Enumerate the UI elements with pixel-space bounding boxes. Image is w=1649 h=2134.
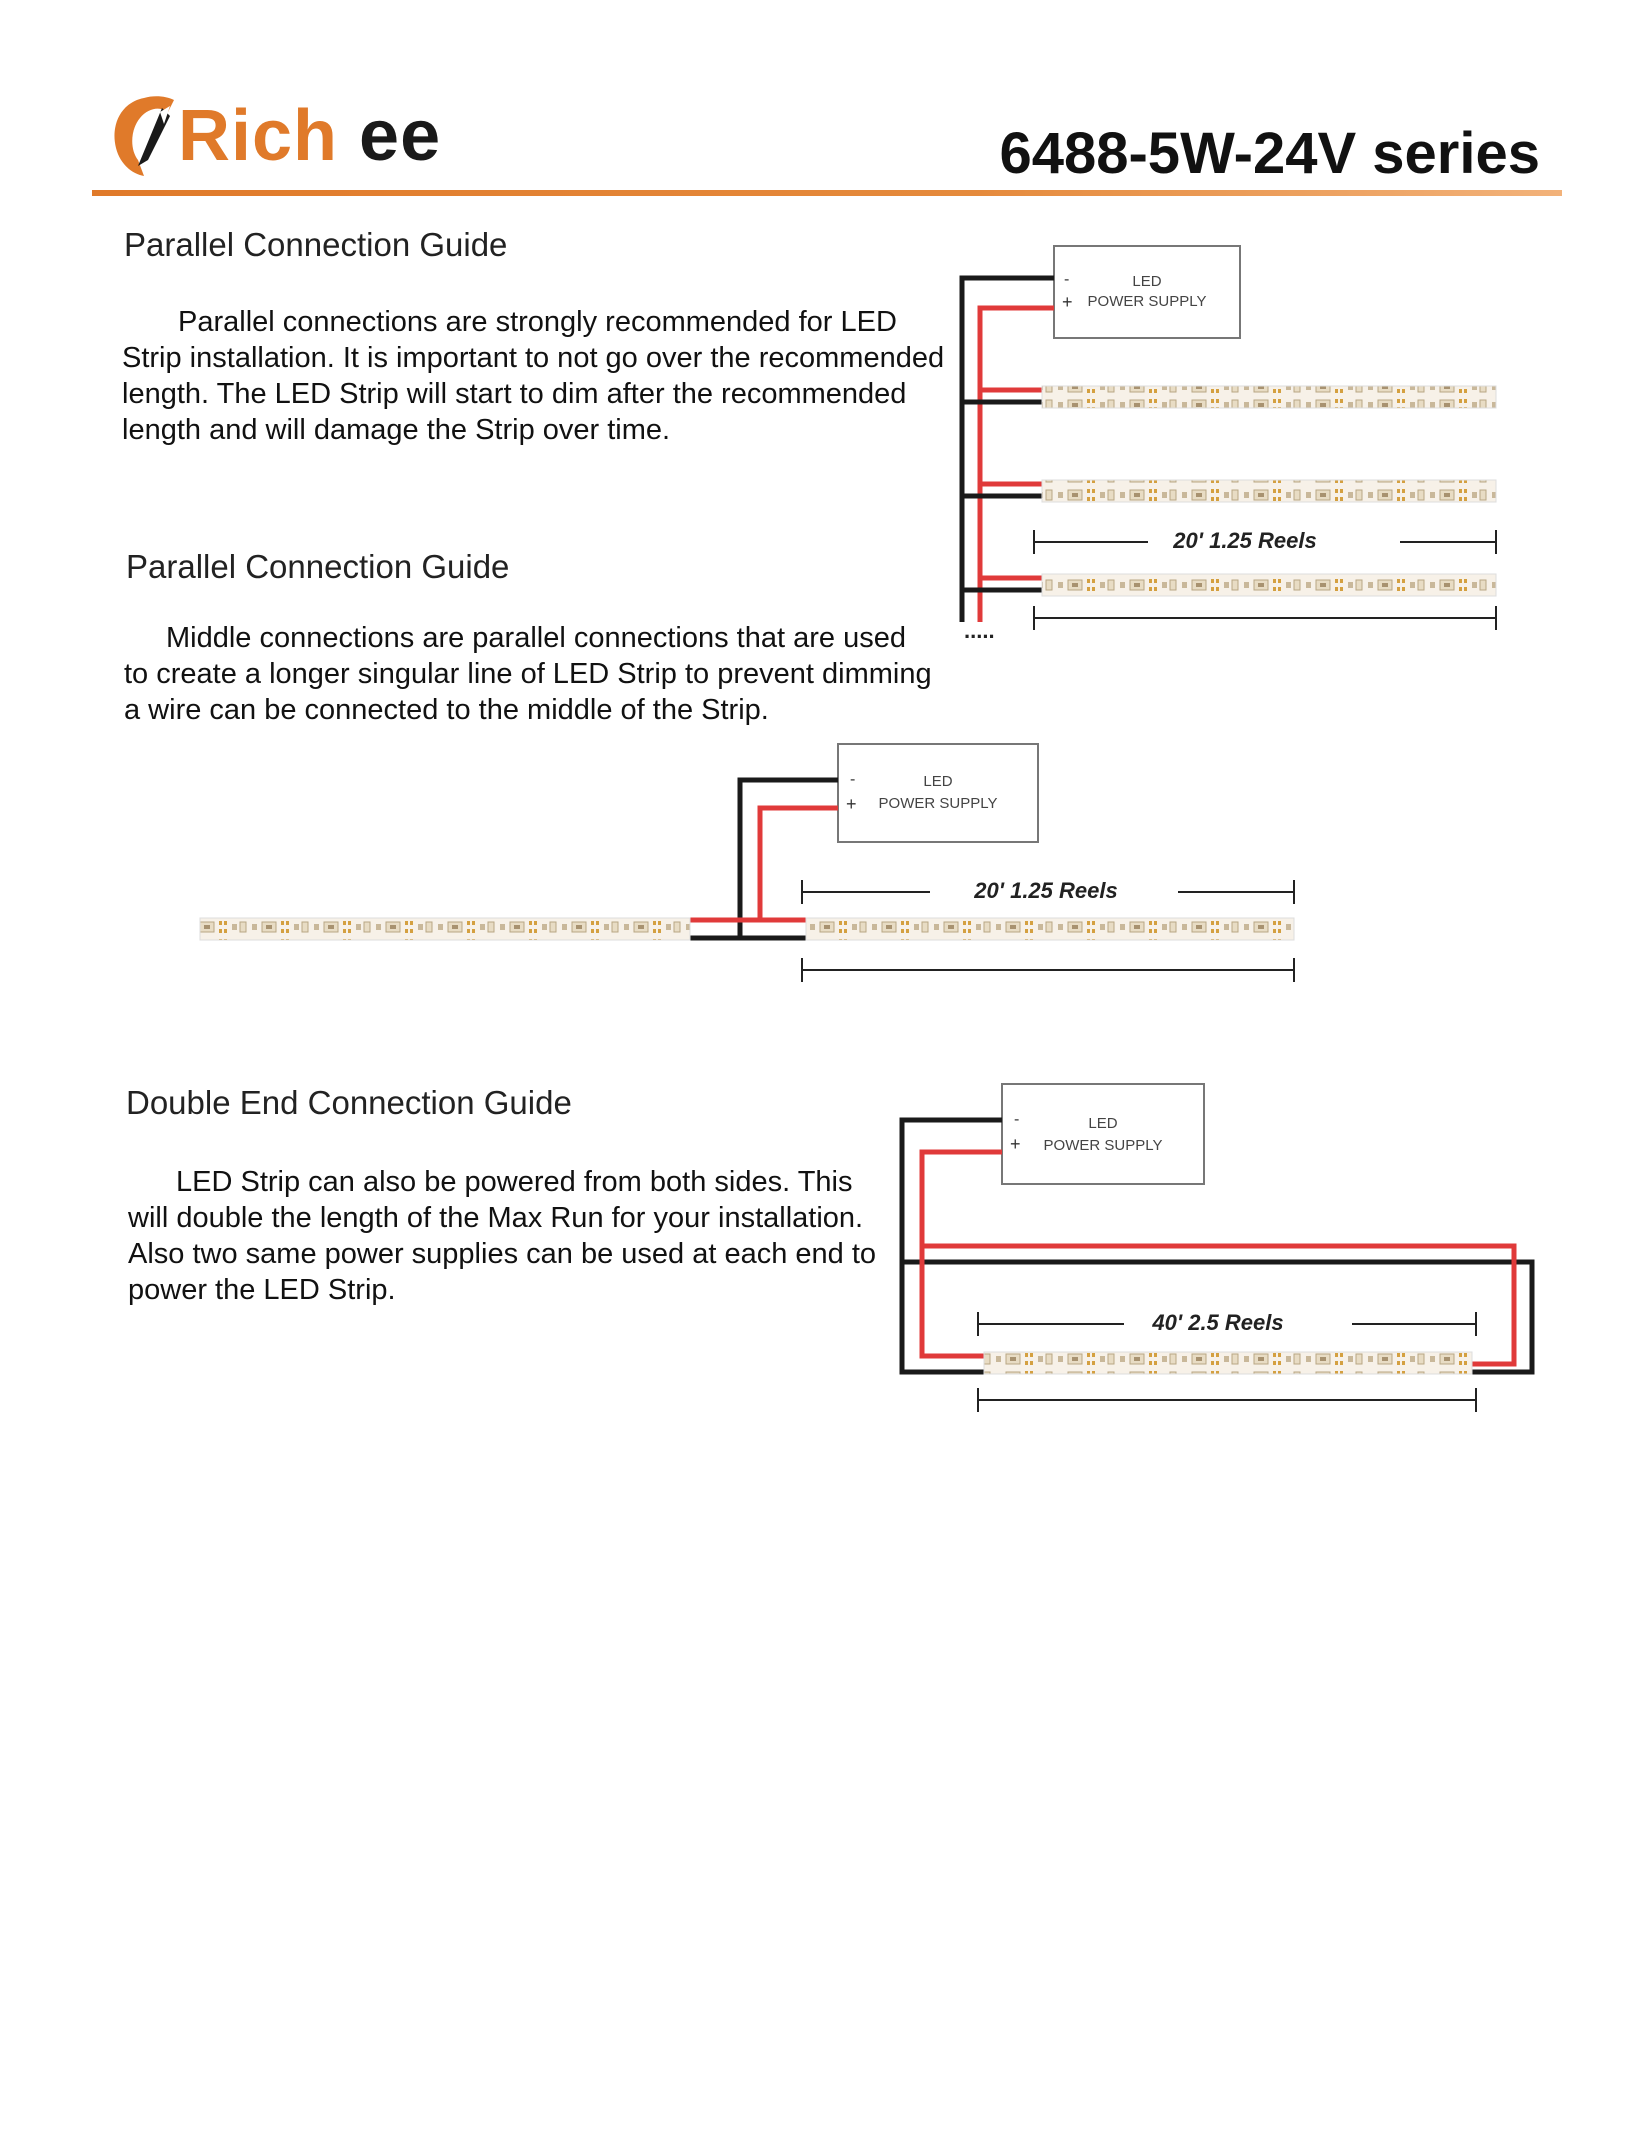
ps2-label-led: LED xyxy=(923,773,953,790)
ps3-minus: - xyxy=(1014,1111,1020,1128)
ps2-plus: + xyxy=(846,794,857,814)
section-body-double-end: LED Strip can also be powered from both sides. This will double the length of the Max Run for your installation. Also two same power supplies can be used at each end to power the LED Strip. xyxy=(128,1166,877,1306)
ps1-label-led: LED xyxy=(1132,273,1162,290)
led-strip-left xyxy=(200,918,690,940)
ps3-label-power: POWER SUPPLY xyxy=(1043,1137,1163,1154)
power-supply-box-1 xyxy=(1054,246,1240,338)
ps3-plus: + xyxy=(1010,1134,1021,1154)
logo-brand-text: Rich xyxy=(178,96,339,176)
middle-connection-diagram xyxy=(200,744,1294,982)
section-body-parallel: Parallel connections are strongly recommended for LED Strip installation. It is important to not go over the recommended length. The LED Strip will start to dim after the recommended length and will damage the Strip over time. xyxy=(122,306,945,446)
parallel-continuation-dots: ..... xyxy=(964,618,995,643)
led-strip-1 xyxy=(1042,386,1496,408)
ps3-label-led: LED xyxy=(1088,1115,1118,1132)
led-strip-right xyxy=(806,918,1294,940)
led-strip-3 xyxy=(1042,574,1496,596)
double-end-dimension-label: 40' 2.5 Reels xyxy=(1152,1310,1284,1335)
section-body-middle: Middle connections are parallel connections that are used to create a longer singular line of LED Strip to prevent dimming a wire can be connected to the middle of the Strip. xyxy=(124,622,932,726)
logo-brand-suffix: ee xyxy=(359,96,442,176)
power-supply-box-2 xyxy=(838,744,1038,842)
ps2-minus: - xyxy=(850,771,856,788)
ps1-plus: + xyxy=(1062,292,1073,312)
document-title: 6488-5W-24V series xyxy=(999,121,1540,186)
power-supply-box-3 xyxy=(1002,1084,1204,1184)
parallel-dimension-label: 20' 1.25 Reels xyxy=(1173,528,1317,553)
section-heading-middle: Parallel Connection Guide xyxy=(126,548,510,585)
middle-dimension-label: 20' 1.25 Reels xyxy=(974,878,1118,903)
ps2-label-power: POWER SUPPLY xyxy=(878,795,998,812)
led-strip-double-end xyxy=(984,1352,1472,1374)
section-heading-parallel: Parallel Connection Guide xyxy=(124,226,508,263)
led-strip-2 xyxy=(1042,480,1496,502)
double-end-diagram xyxy=(902,1084,1532,1412)
parallel-diagram xyxy=(962,246,1496,643)
ps1-minus: - xyxy=(1064,271,1070,288)
section-heading-double-end: Double End Connection Guide xyxy=(126,1084,572,1121)
ps1-label-power: POWER SUPPLY xyxy=(1087,293,1207,310)
